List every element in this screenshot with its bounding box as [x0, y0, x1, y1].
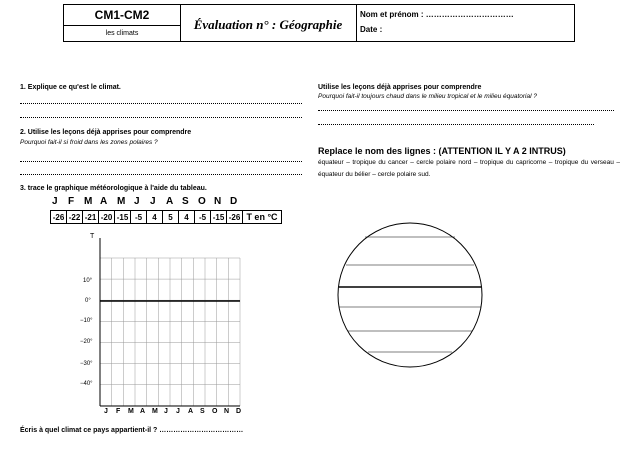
y-tick-label: −40° [80, 381, 93, 387]
subject-label: les climats [105, 30, 139, 37]
x-month: F [116, 408, 121, 415]
right-question-1: Utilise les leçons déjà apprises pour comprendre [318, 84, 482, 91]
month-letter: M [84, 196, 93, 207]
question-2-sub: Pourquoi fait-il si froid dans les zones polaires ? [20, 139, 158, 146]
month-letter: J [150, 196, 156, 207]
x-month: M [152, 408, 158, 415]
month-letter: D [230, 196, 238, 207]
x-month: J [176, 408, 180, 415]
divider [356, 5, 357, 41]
question-1: 1. Explique ce qu'est le climat. [20, 84, 121, 91]
answer-line[interactable] [318, 124, 594, 125]
answer-line[interactable] [20, 103, 302, 104]
header-box [63, 4, 575, 42]
x-month: O [212, 408, 218, 415]
y-axis-label: T [90, 233, 95, 240]
month-letter: O [198, 196, 206, 207]
month-letter: J [52, 196, 58, 207]
table-cell: -15 [115, 211, 131, 224]
month-letter: J [134, 196, 140, 207]
table-cell: 5 [163, 211, 179, 224]
climate-graph[interactable] [80, 228, 260, 414]
table-cell: 4 [179, 211, 195, 224]
month-letter: A [100, 196, 108, 207]
divider [64, 25, 180, 26]
answer-line[interactable] [318, 110, 614, 111]
x-month: J [104, 408, 108, 415]
y-tick-label: −20° [80, 339, 93, 345]
x-month: A [188, 408, 194, 415]
x-month: D [236, 408, 242, 415]
right-section-body: équateur – tropique du cancer – cercle polaire nord – tropique du capricorne – tropique du verseau – équateur du bélier – cercle polaire sud. [318, 159, 620, 178]
table-cell: -15 [211, 211, 227, 224]
class-label: CM1-CM2 [94, 8, 150, 22]
question-2: 2. Utilise les leçons déjà apprises pour comprendre [20, 129, 192, 136]
table-cell: -5 [195, 211, 211, 224]
table-cell: -26 [51, 211, 67, 224]
temperature-table [50, 210, 282, 224]
table-row [51, 211, 282, 224]
table-cell: -21 [83, 211, 99, 224]
question-4: Écris à quel climat ce pays appartient-il ? ……………………………… [20, 427, 244, 434]
x-month: J [164, 408, 168, 415]
question-3: 3. trace le graphique météorologique à l'aide du tableau. [20, 185, 207, 192]
table-cell: -20 [99, 211, 115, 224]
table-cell: -5 [131, 211, 147, 224]
date-field-label: Date : [360, 25, 383, 34]
y-tick-label: −30° [80, 361, 93, 367]
x-month: S [200, 408, 205, 415]
month-letter: M [117, 196, 126, 207]
table-cell: 4 [147, 211, 163, 224]
globe-diagram [330, 215, 490, 375]
page-title: Évaluation n° : Géographie [193, 17, 343, 32]
month-letter: N [214, 196, 222, 207]
y-tick-label: 0° [85, 298, 91, 304]
right-section-title: Replace le nom des lignes : (ATTENTION IL Y A 2 INTRUS) [318, 146, 566, 156]
table-cell: -26 [227, 211, 243, 224]
y-tick-label: −10° [80, 318, 93, 324]
month-letter: A [166, 196, 174, 207]
x-month: N [224, 408, 230, 415]
right-question-1-sub: Pourquoi fait-il toujours chaud dans le milieu tropical et le milieu équatorial ? [318, 93, 537, 100]
answer-line[interactable] [20, 174, 302, 175]
x-month: A [140, 408, 146, 415]
globe-outline [338, 223, 482, 367]
name-field-label: Nom et prénom : …………………………… [360, 10, 514, 19]
table-unit-cell: T en °C [243, 211, 282, 224]
y-tick-label: 10° [83, 278, 93, 284]
answer-line[interactable] [20, 117, 302, 118]
answer-line[interactable] [20, 161, 302, 162]
x-month: M [128, 408, 134, 415]
month-letter: F [68, 196, 75, 207]
table-cell: -22 [67, 211, 83, 224]
month-letter: S [182, 196, 189, 207]
